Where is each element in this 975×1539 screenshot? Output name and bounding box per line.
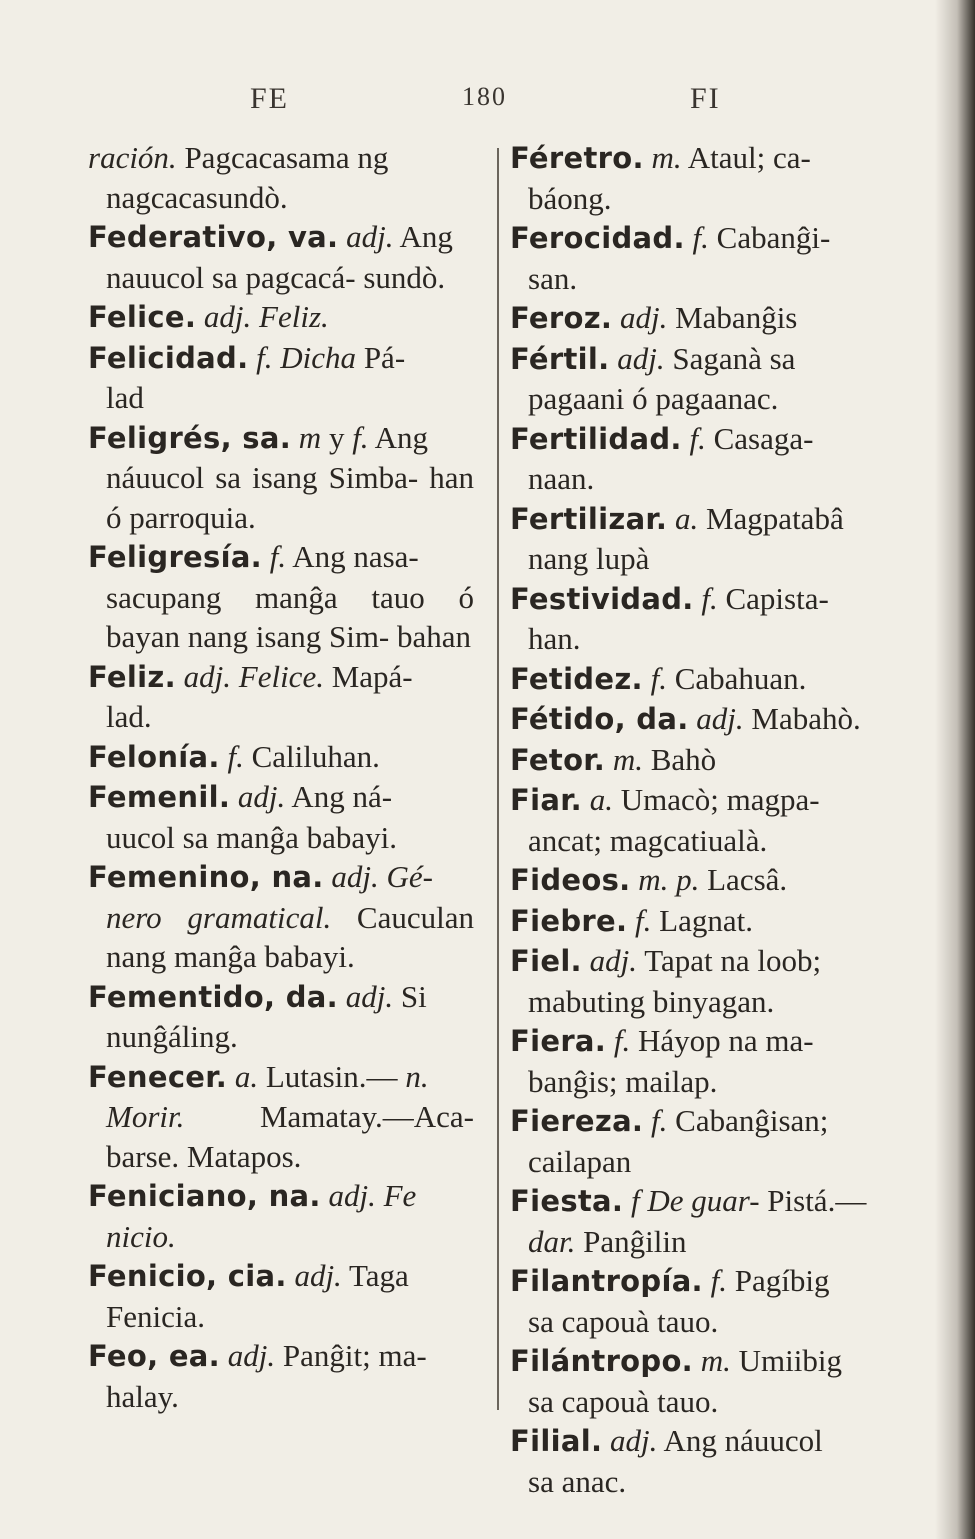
entry-grammar: f. [710,1263,728,1298]
entry-definition: Magpatabâ [705,500,844,536]
entry-italic-gloss: Dicha [280,339,357,375]
entry-grammar: adj. [183,658,232,694]
entry-continuation-text: san. [528,260,578,296]
right-column [510,138,910,1501]
entry-grammar: a. [589,782,614,817]
entry-grammar: adj. [237,779,286,814]
entry-italic-gloss: Feliz. [259,299,329,334]
entry-grammar: adj. [696,701,744,736]
dictionary-entry [88,418,474,538]
entry-continuation [88,1017,474,1057]
entry-grammar: adj. [345,978,394,1014]
entry-definition: Ang [374,419,428,455]
dictionary-entry [510,339,910,419]
entry-definition: Ataul; ca- [687,140,811,175]
entry-definition: Háyop na ma- [637,1023,814,1058]
entry-continuation [510,1222,910,1262]
entry-definition: Mabahò. [751,701,861,736]
entry-grammar: a. [234,1058,259,1094]
dictionary-entry [510,579,910,659]
entry-definition: Panĝit; ma- [282,1338,427,1373]
entry-definition: Cabanĝisan; [675,1103,829,1138]
entry-grammar: adj. [610,1423,658,1458]
entry-headword: Ferocidad. [510,221,685,255]
entry-continuation-text: uucol sa manĝa babayi. [106,819,397,855]
entry-definition: Lutasin.— [265,1058,398,1094]
entry-italic-gloss: Fe [383,1178,417,1213]
entry-continuation-text: nang lupà [528,541,650,576]
entry-grammar: p. [676,862,700,897]
entry-continuation-text: sa capouà tauo. [528,1383,719,1419]
dictionary-entry [88,1176,474,1256]
entry-headword: Fiel. [510,944,582,978]
entry-headword: Fenecer. [88,1059,228,1094]
entry-continuation-text: ancat; magcatiualà. [528,822,768,858]
entry-definition: Caliluhan. [251,738,380,774]
dictionary-entry [510,1021,910,1101]
entry-continuation [510,619,910,659]
entry-continuation-text: sacupang manĝa tauo ó bayan nang isang Sim- bahan [106,579,474,654]
dictionary-entry [88,1256,474,1336]
dictionary-entry [510,1421,910,1501]
entry-headword: Felicidad. [88,340,249,375]
column-divider [497,148,499,1410]
entry-definition: Pagcacasama ng [184,140,389,175]
dictionary-entry [510,901,910,942]
dictionary-entry [510,1261,910,1341]
dictionary-entry [510,860,910,901]
entry-headword: Felice. [88,300,197,334]
left-column [88,138,474,1416]
dictionary-entry [88,777,474,857]
entry-continuation [88,178,474,218]
entry-grammar: f. [635,902,652,938]
entry-headword: Feligresía. [88,540,263,574]
entry-continuation [510,1302,910,1342]
entry-headword: Fiereza. [510,1104,644,1138]
entry-continuation-text: nagcacasundò. [106,179,288,215]
entry-definition: Umiibig [738,1343,842,1378]
entry-definition: Mapá- [331,658,413,694]
entry-continuation [510,379,910,419]
dictionary-entry [88,338,474,418]
entry-grammar: f [630,1183,640,1218]
entry-grammar: f. [689,420,706,456]
entry-headword: Fetor. [510,742,606,777]
entry-grammar: adj. [331,859,379,894]
entry-continuation [510,459,910,499]
entry-definition: Pagíbig [734,1263,830,1298]
entry-definition: Cabahuan. [674,660,807,696]
entry-grammar: m. [638,862,669,897]
entry-continuation-text: lad [106,380,144,415]
dictionary-entry [88,138,474,217]
entry-headword: Fertilizar. [510,501,668,536]
entry-continuation [88,258,474,298]
entry-definition: Ang ná- [291,779,393,814]
entry-headword: Filantropía. [510,1264,703,1298]
entry-continuation-text: lad. [106,699,152,734]
entry-grammar: f. [651,1103,668,1138]
entry-continuation-text: báong. [528,180,612,216]
entry-definition: Pá- [363,339,406,375]
page-edge-shadow [935,0,975,1539]
entry-italic-gloss: nicio. [106,1218,176,1254]
entry-headword: Fenicio, cia. [88,1259,287,1293]
entry-continuation-text: náuucol sa isang Simba- han ó parroquia. [106,460,474,535]
entry-definition: Taga [349,1258,409,1293]
entry-headword: Feliz. [88,659,176,694]
entry-continuation [88,378,474,418]
entry-continuation [510,1142,910,1182]
entry-grammar: adj. [617,340,665,376]
dictionary-entry [510,419,910,499]
entry-headword: Feroz. [510,301,613,335]
entry-definition: Casaga- [713,420,814,456]
dictionary-entry [510,1101,910,1181]
entry-definition: Capista- [725,580,829,616]
entry-definition: Ang náuucol [663,1423,823,1458]
entry-italic-gloss: Gé- [386,859,433,894]
entry-continuation [510,259,910,299]
dictionary-entry [88,217,474,297]
dictionary-entry [510,740,910,781]
page-number: 180 [462,82,507,111]
entry-continuation [510,1462,910,1502]
entry-continuation-text: nauucol sa pagcacá- sundò. [106,259,446,295]
dictionary-entry [510,218,910,298]
entry-headword: Féretro. [510,141,644,175]
entry-grammar: f. [352,419,369,455]
entry-continuation [88,1297,474,1337]
entry-continuation [88,818,474,858]
entry-continuation [510,1382,910,1422]
entry-grammar: f. [256,339,273,375]
entry-headword: Filial. [510,1424,603,1458]
entry-grammar: adj. [294,1258,342,1293]
entry-continuation [88,458,474,537]
dictionary-entry [88,857,474,977]
entry-headword: Femenino, na. [88,860,324,894]
entry-continuation-text: Fenicia. [106,1298,205,1334]
entry-headword: Fétido, da. [510,702,689,736]
entry-continuation-text: sa anac. [528,1463,627,1499]
dictionary-entry [510,780,910,860]
entry-continuation [88,1097,474,1176]
entry-headword: Fiebre. [510,903,628,938]
entry-headword: Fetidez. [510,661,643,696]
entry-fragment: ración. [88,140,177,175]
entry-italic-gloss: Morir. [106,1099,185,1134]
entry-headword: Fiar. [510,783,583,817]
entry-definition: Saganà sa [672,340,796,376]
dictionary-entry [88,537,474,657]
entry-continuation [88,578,474,657]
entry-grammar: m. [651,140,682,175]
dictionary-entry [88,657,474,737]
entry-headword: Feniciano, na. [88,1179,321,1213]
dictionary-entry [510,659,910,700]
entry-grammar: f. [269,539,287,574]
entry-headword: Fértil. [510,341,610,376]
entry-italic-gloss: De guar- [647,1183,760,1218]
entry-definition: y [328,419,345,455]
entry-continuation [510,982,910,1022]
entry-headword: Fiera. [510,1024,607,1058]
entry-grammar: f. [613,1023,631,1058]
entry-headword: Fementido, da. [88,979,338,1014]
entry-grammar: m. [612,741,643,777]
entry-continuation [510,179,910,219]
entry-italic-gloss: nero gramatical. [106,899,332,935]
entry-definition: Pistá.— [767,1183,867,1218]
dictionary-entry [510,138,910,218]
dictionary-entry [88,737,474,778]
entry-headword: Feo, ea. [88,1339,220,1373]
entry-grammar: m [298,419,322,455]
entry-definition: Bahò [650,741,717,777]
dictionary-entry [510,1181,910,1261]
entry-definition: Ang nasa- [292,539,419,574]
entry-headword: Fideos. [510,863,631,897]
dictionary-entry [88,297,474,338]
entry-grammar: f. [692,220,709,255]
entry-headword: Femenil. [88,780,231,814]
entry-continuation-text: cailapan [528,1143,632,1179]
entry-continuation-text: mabuting binyagan. [528,983,775,1019]
entry-grammar: m. [700,1343,731,1378]
entry-headword: Federativo, va. [88,220,339,254]
dictionary-entry [510,1341,910,1421]
entry-italic-gloss: dar. [528,1223,576,1259]
entry-continuation-text: nunĝáling. [106,1019,238,1054]
entry-grammar: adj. [203,299,252,334]
entry-continuation [510,821,910,861]
entry-continuation-text: halay. [106,1378,179,1414]
running-header [0,82,975,122]
dictionary-entry [510,699,910,740]
entry-headword: Feligrés, sa. [88,420,292,455]
entry-continuation-text: han. [528,621,581,656]
entry-grammar: adj. [619,300,668,335]
entry-headword: Fertilidad. [510,421,682,456]
entry-continuation [88,1217,474,1257]
entry-definition: Si [400,978,427,1014]
entry-grammar: adj. [227,1338,276,1373]
entry-continuation-text: pagaani ó pagaanac. [528,381,779,416]
entry-definition: Cabanĝi- [716,220,831,255]
entry-continuation-text: Panĝilin [575,1223,687,1259]
dictionary-entry [88,977,474,1057]
entry-definition: Umacò; magpa- [620,782,820,817]
entry-grammar: n. [405,1058,429,1094]
entry-grammar: f. [650,660,667,696]
entry-continuation-text: Mamatay.—Aca- barse. Matapos. [106,1099,474,1174]
entry-continuation-text: naan. [528,461,595,496]
dictionary-entry [510,499,910,579]
entry-continuation [510,539,910,579]
dictionary-entry [510,941,910,1021]
header-right-guide-word: FI [690,82,721,115]
entry-grammar: adj. [346,219,394,254]
entry-grammar: f. [227,738,244,774]
entry-continuation-text: sa capouà tauo. [528,1303,719,1339]
entry-definition: Lagnat. [659,902,753,938]
entry-headword: Fiesta. [510,1184,624,1218]
entry-grammar: adj. [328,1178,376,1213]
dictionary-entry [88,1057,474,1177]
entry-continuation [88,1377,474,1417]
entry-headword: Festividad. [510,581,694,616]
entry-italic-gloss: Felice. [238,658,324,694]
header-left-guide-word: FE [250,82,290,115]
entry-headword: Filántropo. [510,1344,693,1378]
dictionary-entry [510,298,910,339]
entry-grammar: adj. [589,943,638,978]
dictionary-entry [88,1336,474,1416]
entry-definition: Ang [399,219,453,254]
entry-continuation-text: Cauculan nang manĝa babayi. [106,899,474,974]
entry-continuation-text: banĝis; mailap. [528,1063,718,1099]
entry-definition: Tapat na loob; [644,943,822,978]
entry-grammar: f. [701,580,718,616]
entry-grammar: a. [674,500,699,536]
entry-definition: Mabanĝis [675,300,798,335]
entry-headword: Felonía. [88,739,220,774]
entry-continuation [88,697,474,737]
entry-continuation [510,1062,910,1102]
entry-continuation [88,898,474,977]
entry-definition: Lacsâ. [707,862,788,897]
